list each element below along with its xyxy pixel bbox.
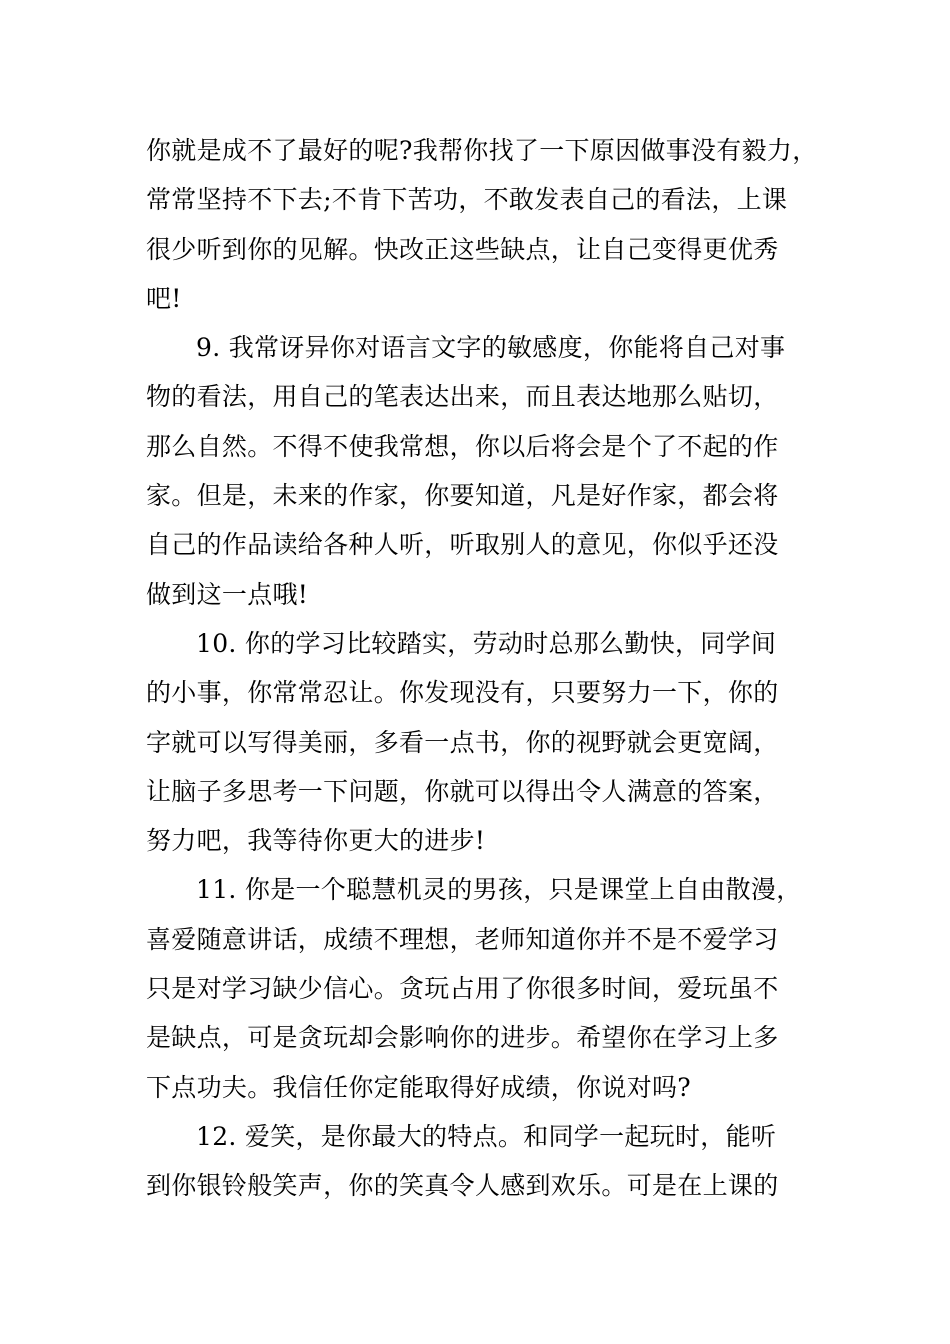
paragraph-item-10 [146,619,836,865]
paragraph-item-12 [146,1112,836,1211]
text-line: 只是对学习缺少信心。贪玩占用了你很多时间，爱玩虽不 [146,974,779,1004]
text-line: 做到这一点哦! [146,579,309,609]
paragraph-continuation [146,126,836,323]
text-line: 物的看法，用自己的笔表达出来，而且表达地那么贴切， [146,382,779,412]
text-line: 10. 你的学习比较踏实，劳动时总那么勤快，同学间 [196,628,777,658]
text-line: 你就是成不了最好的呢?我帮你找了一下原因做事没有毅力， [146,136,818,165]
text-line: 努力吧，我等待你更大的进步! [146,826,486,856]
text-line: 的小事，你常常忍让。你发现没有，只要努力一下，你的 [146,678,779,708]
paragraph-item-11 [146,865,836,1111]
text-line: 到你银铃般笑声，你的笑真令人感到欢乐。可是在上课的 [146,1171,779,1201]
paragraph-item-9 [146,323,836,619]
text-line: 家。但是，未来的作家，你要知道，凡是好作家，都会将 [146,481,779,511]
text-line: 很少听到你的见解。快改正这些缺点，让自己变得更优秀 [146,234,779,264]
text-line: 那么自然。不得不使我常想，你以后将会是个了不起的作 [146,431,779,461]
document-page [146,126,836,1211]
text-line: 9. 我常讶异你对语言文字的敏感度，你能将自己对事 [196,333,786,363]
text-line: 让脑子多思考一下问题，你就可以得出令人满意的答案， [146,776,779,806]
text-line: 11. 你是一个聪慧机灵的男孩，只是课堂上自由散漫， [196,875,802,905]
text-line: 字就可以写得美丽，多看一点书，你的视野就会更宽阔， [146,727,779,757]
text-line: 喜爱随意讲话，成绩不理想，老师知道你并不是不爱学习 [146,924,779,954]
text-line: 是缺点，可是贪玩却会影响你的进步。希望你在学习上多 [146,1023,779,1053]
text-line: 12. 爱笑，是你最大的特点。和同学一起玩时，能听 [196,1121,777,1151]
text-line: 下点功夫。我信任你定能取得好成绩，你说对吗? [146,1072,692,1102]
text-line: 常常坚持不下去;不肯下苦功，不敢发表自己的看法，上课 [146,185,788,215]
text-line: 吧! [146,283,182,313]
text-line: 自己的作品读给各种人听，听取别人的意见，你似乎还没 [146,530,779,560]
